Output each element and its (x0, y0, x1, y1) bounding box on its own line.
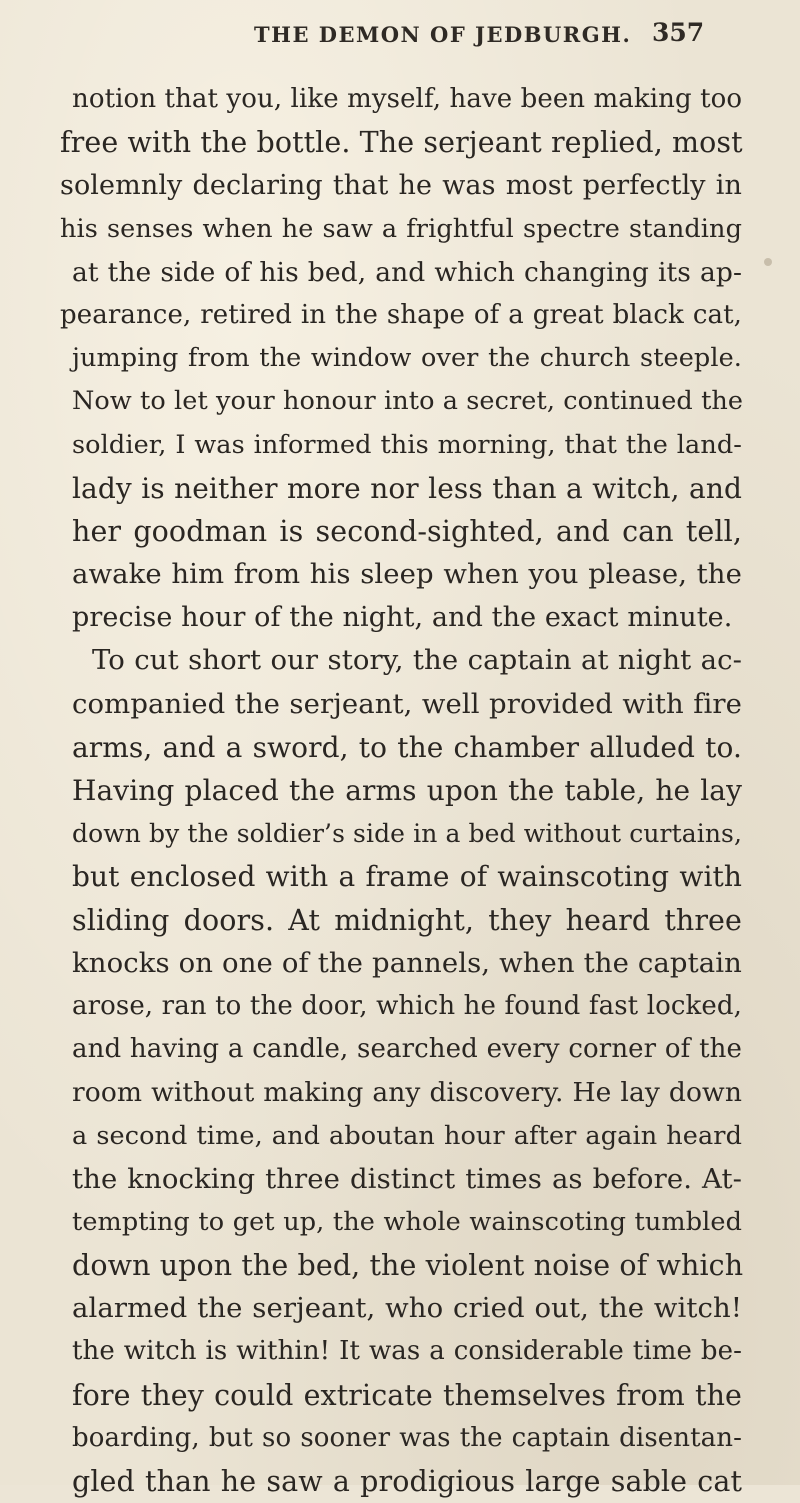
text-line: free with the bottle. The serjeant replied, most (60, 126, 743, 160)
body-text (50, 78, 742, 1503)
text-line: knocks on one of the pannels, when the captain (72, 946, 742, 979)
text-line: companied the serjeant, well provided with fire (72, 687, 742, 720)
text-line: soldier, I was informed this morning, that the land- (72, 429, 742, 460)
text-line: lady is neither more nor less than a witch, and (72, 471, 742, 505)
text-line: awake him from his sleep when you please, the (72, 558, 742, 591)
page-number: 357 (652, 18, 705, 47)
text-line: arose, ran to the door, which he found fast locked, (72, 990, 742, 1021)
text-line: notion that you, like myself, have been making too (72, 84, 743, 114)
text-line: solemnly declaring that he was most perfectly in (60, 170, 742, 202)
text-line: room without making any discovery. He lay down (72, 1077, 742, 1109)
text-line: his senses when he saw a frightful spectre standing (60, 213, 742, 244)
text-line: at the side of his bed, and which changing its ap- (72, 256, 742, 288)
text-line: fore they could extricate themselves from the (72, 1378, 742, 1412)
text-line: the knocking three distinct times as before. At- (72, 1162, 742, 1195)
text-line: down by the soldier’s side in a bed without curtains, (72, 819, 742, 849)
text-line: Now to let your honour into a secret, continued the (72, 386, 744, 417)
text-line: and having a candle, searched every corner of the (72, 1034, 742, 1065)
text-line: alarmed the serjeant, who cried out, the witch! (72, 1292, 742, 1325)
text-line: a second time, and aboutan hour after again heard (72, 1120, 742, 1151)
text-line: arms, and a sword, to the chamber alluded to. (72, 730, 742, 764)
text-line: pearance, retired in the shape of a great black cat, (60, 299, 742, 330)
text-line: precise hour of the night, and the exact minute. (72, 602, 733, 634)
text-line: but enclosed with a frame of wainscoting with (72, 860, 742, 894)
text-line: sliding doors. At midnight, they heard three (72, 903, 742, 937)
page-header (0, 10, 800, 50)
text-line: gled than he saw a prodigious large sable cat (72, 1465, 742, 1498)
text-line: jumping from the window over the church steeple. (72, 343, 742, 374)
running-head: THE DEMON OF JEDBURGH. (254, 22, 632, 47)
text-line: down upon the bed, the violent noise of which (72, 1249, 744, 1283)
text-line: boarding, but so sooner was the captain disentan- (72, 1422, 742, 1453)
text-line: tempting to get up, the whole wainscoting tumbled (72, 1206, 742, 1237)
text-line: Having placed the arms upon the table, he lay (72, 774, 742, 807)
text-line: the witch is within! It was a considerable time be- (72, 1336, 742, 1367)
text-line: her goodman is second-sighted, and can tell, (72, 514, 742, 548)
paper-speck (764, 258, 772, 266)
text-line: To cut short our story, the captain at night ac- (92, 644, 742, 677)
